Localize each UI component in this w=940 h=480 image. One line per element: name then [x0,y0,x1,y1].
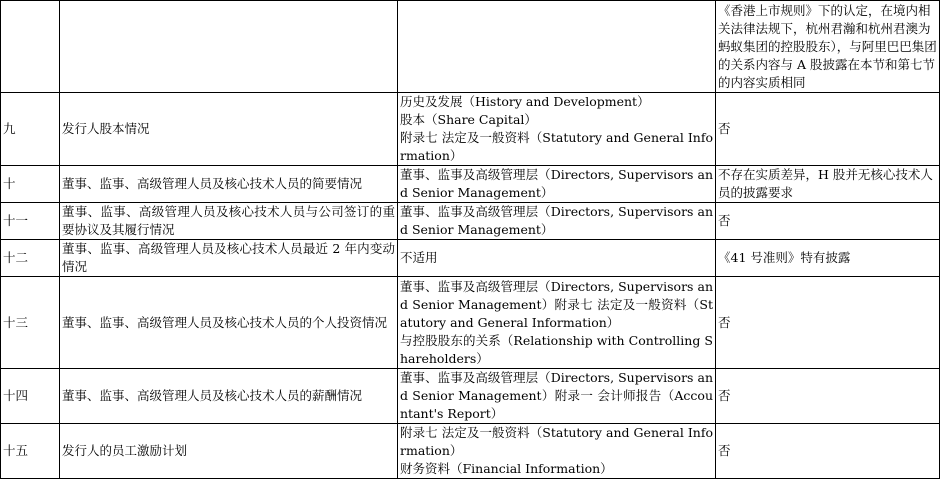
row-number-cell: 十五 [1,424,60,479]
row-number-cell: 九 [1,93,60,166]
table-body [1,1,940,479]
hk-prospectus-section-cell [398,424,716,479]
hk-section-line: 历史及发展（History and Development） [400,94,650,109]
table-row [1,203,940,240]
material-difference-cell: 否 [716,277,940,369]
table-row [1,277,940,369]
hk-section-line: 附录七 法定及一般资料（Statutory and General Information） [400,425,713,458]
table-row [1,240,940,277]
table-row [1,369,940,424]
material-difference-cell: 否 [716,369,940,424]
table-row [1,166,940,203]
hk-prospectus-section-cell [398,93,716,166]
hk-section-line: 董事、监事及高级管理层（Directors, Supervisors and Senior Management） [400,204,713,237]
hk-prospectus-section-cell [398,166,716,203]
hk-prospectus-section-cell [398,203,716,240]
hk-prospectus-section-cell [398,369,716,424]
hk-prospectus-section-cell [398,1,716,93]
row-number-cell: 十四 [1,369,60,424]
disclosure-item-cell: 发行人的员工激励计划 [60,424,398,479]
material-difference-cell: 否 [716,424,940,479]
material-difference-cell: 《香港上市规则》下的认定，在境内相关法律法规下，杭州君瀚和杭州君澳为蚂蚁集团的控股股东），与阿里巴巴集团的关系内容与 A 股披露在本节和第七节的内容实质相同 [716,1,940,93]
hk-prospectus-section-cell [398,277,716,369]
table-row [1,424,940,479]
material-difference-cell: 不存在实质差异，H 股并无核心技术人员的披露要求 [716,166,940,203]
disclosure-item-cell: 董事、监事、高级管理人员及核心技术人员的个人投资情况 [60,277,398,369]
row-number-cell: 十一 [1,203,60,240]
row-number-cell [1,1,60,93]
hk-section-line: 附录七 法定及一般资料（Statutory and General Information） [400,130,713,163]
row-number-cell: 十三 [1,277,60,369]
hk-section-line: 财务资料（Financial Information） [400,461,613,476]
disclosure-item-cell: 董事、监事、高级管理人员及核心技术人员最近 2 年内变动情况 [60,240,398,277]
disclosure-item-cell: 董事、监事、高级管理人员及核心技术人员与公司签订的重要协议及其履行情况 [60,203,398,240]
row-number-cell: 十二 [1,240,60,277]
row-number-cell: 十 [1,166,60,203]
disclosure-item-cell: 董事、监事、高级管理人员及核心技术人员的简要情况 [60,166,398,203]
hk-section-line: 不适用 [400,250,438,265]
hk-section-line: 董事、监事及高级管理层（Directors, Supervisors and Senior Management） [400,167,713,200]
material-difference-cell: 《41 号准则》特有披露 [716,240,940,277]
disclosure-item-cell [60,1,398,93]
disclosure-item-cell: 发行人股本情况 [60,93,398,166]
table-row [1,1,940,93]
material-difference-cell: 否 [716,203,940,240]
table-row [1,93,940,166]
hk-section-line: 董事、监事及高级管理层（Directors, Supervisors and Senior Management）附录七 法定及一般资料（Statutory and General Information） [400,278,713,330]
hk-section-line: 与控股股东的关系（Relationship with Controlling Shareholders） [400,332,713,366]
hk-section-line: 董事、监事及高级管理层（Directors, Supervisors and Senior Management）附录一 会计师报告（Accountant's Report） [400,370,713,421]
material-difference-cell: 否 [716,93,940,166]
disclosure-item-cell: 董事、监事、高级管理人员及核心技术人员的薪酬情况 [60,369,398,424]
hk-section-line: 股本（Share Capital） [400,112,537,127]
hk-prospectus-section-cell [398,240,716,277]
